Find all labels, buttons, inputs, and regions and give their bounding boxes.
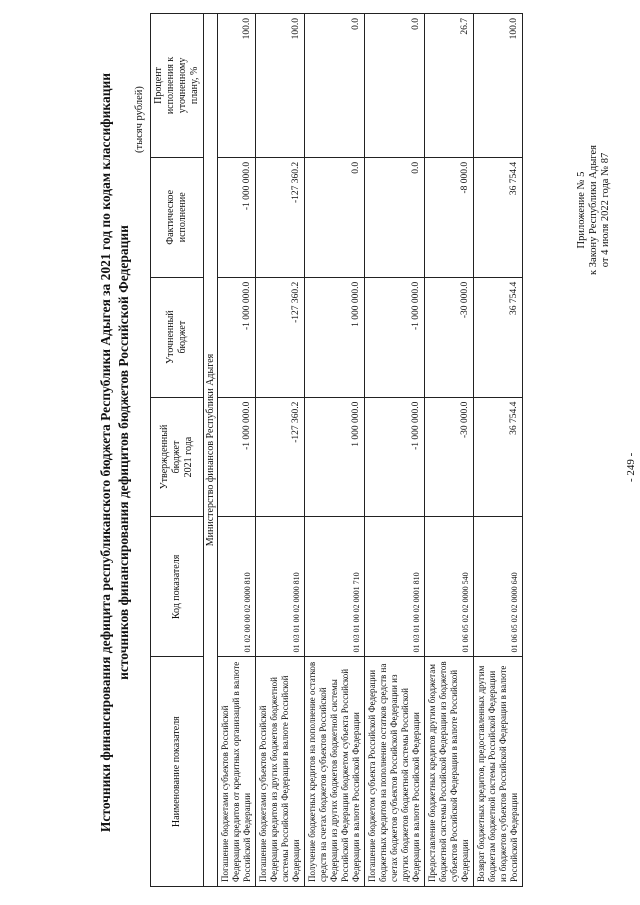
row-approved: -127 360.2 [256,397,305,517]
header-code: Код показателя [151,517,204,657]
header-approved-line-3: 2021 года [183,436,194,478]
row-name: Погашение бюджетами субъектов Российской Федерации кредитов из других бюджетов бюджетной системы Российской Федерации в валюте Российской Федерации [256,657,305,887]
row-code: 01 03 01 00 02 0001 810 [365,517,425,657]
table-row [305,14,365,887]
row-actual: -8 000.0 [425,157,474,277]
row-code: 01 06 05 02 02 0000 540 [425,517,474,657]
header-approved-line-2: бюджет [171,440,182,474]
row-percent: 0.0 [305,14,365,158]
row-percent: 100.0 [256,14,305,158]
row-approved: -1 000 000.0 [365,397,425,517]
row-percent: 0.0 [365,14,425,158]
table-row [256,14,305,887]
table-row [474,14,523,887]
row-code: 01 03 01 00 02 0001 710 [305,517,365,657]
table-row [365,14,425,887]
header-percent-line-2: исполнения к [165,56,176,115]
row-percent: 100.0 [474,14,523,158]
row-name: Возврат бюджетных кредитов, предоставленных другим бюджетам бюджетной системы Российской Федерации из бюджетов субъектов Российской Федерации в валюте Российской Федерации [474,657,523,887]
section-title: Министерство финансов Республики Адыгея [204,14,218,887]
row-name: Погашение бюджетами субъектов Российской Федерации кредитов от кредитных организаций в валюте Российской Федерации [218,657,256,887]
header-revised-line-2: бюджет [177,320,188,354]
row-code: 01 06 05 02 02 0000 640 [474,517,523,657]
title-line-2: источников финансирования дефицитов бюджетов Российской Федерации [116,225,131,680]
row-actual: -1 000 000.0 [218,157,256,277]
row-actual: -127 360.2 [256,157,305,277]
row-approved: -30 000.0 [425,397,474,517]
page-number: - 249 - [625,452,637,482]
row-revised: -127 360.2 [256,277,305,397]
appendix-line-3: от 4 июля 2022 года № 87 [600,152,611,268]
row-revised: 1 000 000.0 [305,277,365,397]
row-approved: 36 754.4 [474,397,523,517]
title-line-1: Источники финансирования дефицита республиканского бюджета Республики Адыгея за 2021 год по кодам классификации [98,72,113,833]
table-header-row [151,14,204,887]
row-actual: 0.0 [365,157,425,277]
header-percent [151,14,204,158]
appendix-note [576,130,612,290]
row-code: 01 03 01 00 02 0000 810 [256,517,305,657]
row-approved: -1 000 000.0 [218,397,256,517]
header-percent-line-4: плану, % [189,66,200,105]
row-name: Погашение бюджетом субъекта Российской Федерации бюджетных кредитов на пополнение остатков средств на счетах бюджетов субъектов Российской Федерации из других бюджетов бюджетной системы Российской Федерации в валюте Российской Федерации [365,657,425,887]
row-actual: 36 754.4 [474,157,523,277]
document-title [97,20,133,885]
units-note: (тысяч рублей) [134,86,145,153]
header-name: Наименование показателя [151,657,204,887]
row-name: Получение бюджетных кредитов на пополнение остатков средств на счетах бюджетов субъектов Российской Федерации из других бюджетов бюджетной системы Российской Федерации бюджетом субъекта Российской Федерации в валюте Российской Федерации [305,657,365,887]
header-percent-line-3: уточненному [177,57,188,114]
table-row [425,14,474,887]
section-row [204,14,218,887]
header-actual-line-2: исполнение [177,192,188,243]
row-actual: 0.0 [305,157,365,277]
row-revised: 36 754.4 [474,277,523,397]
appendix-line-2: к Закону Республики Адыгея [588,145,599,275]
appendix-line-1: Приложение № 5 [576,171,587,249]
row-percent: 100.0 [218,14,256,158]
header-actual [151,157,204,277]
header-actual-line-1: Фактическое [165,189,176,245]
financing-table [150,13,523,887]
row-code: 01 02 00 00 02 0000 810 [218,517,256,657]
row-name: Предоставление бюджетных кредитов другим бюджетам бюджетной системы Российской Федерации из бюджетов субъектов Российской Федерации в валюте Российской Федерации [425,657,474,887]
row-approved: 1 000 000.0 [305,397,365,517]
header-revised [151,277,204,397]
row-revised: -1 000 000.0 [218,277,256,397]
header-approved-line-1: Утвержденный [159,424,170,490]
row-revised: -1 000 000.0 [365,277,425,397]
header-percent-line-1: Процент [153,67,164,104]
row-revised: -30 000.0 [425,277,474,397]
row-percent: 26.7 [425,14,474,158]
header-revised-line-1: Уточненный [165,310,176,364]
header-approved [151,397,204,517]
table-row [218,14,256,887]
